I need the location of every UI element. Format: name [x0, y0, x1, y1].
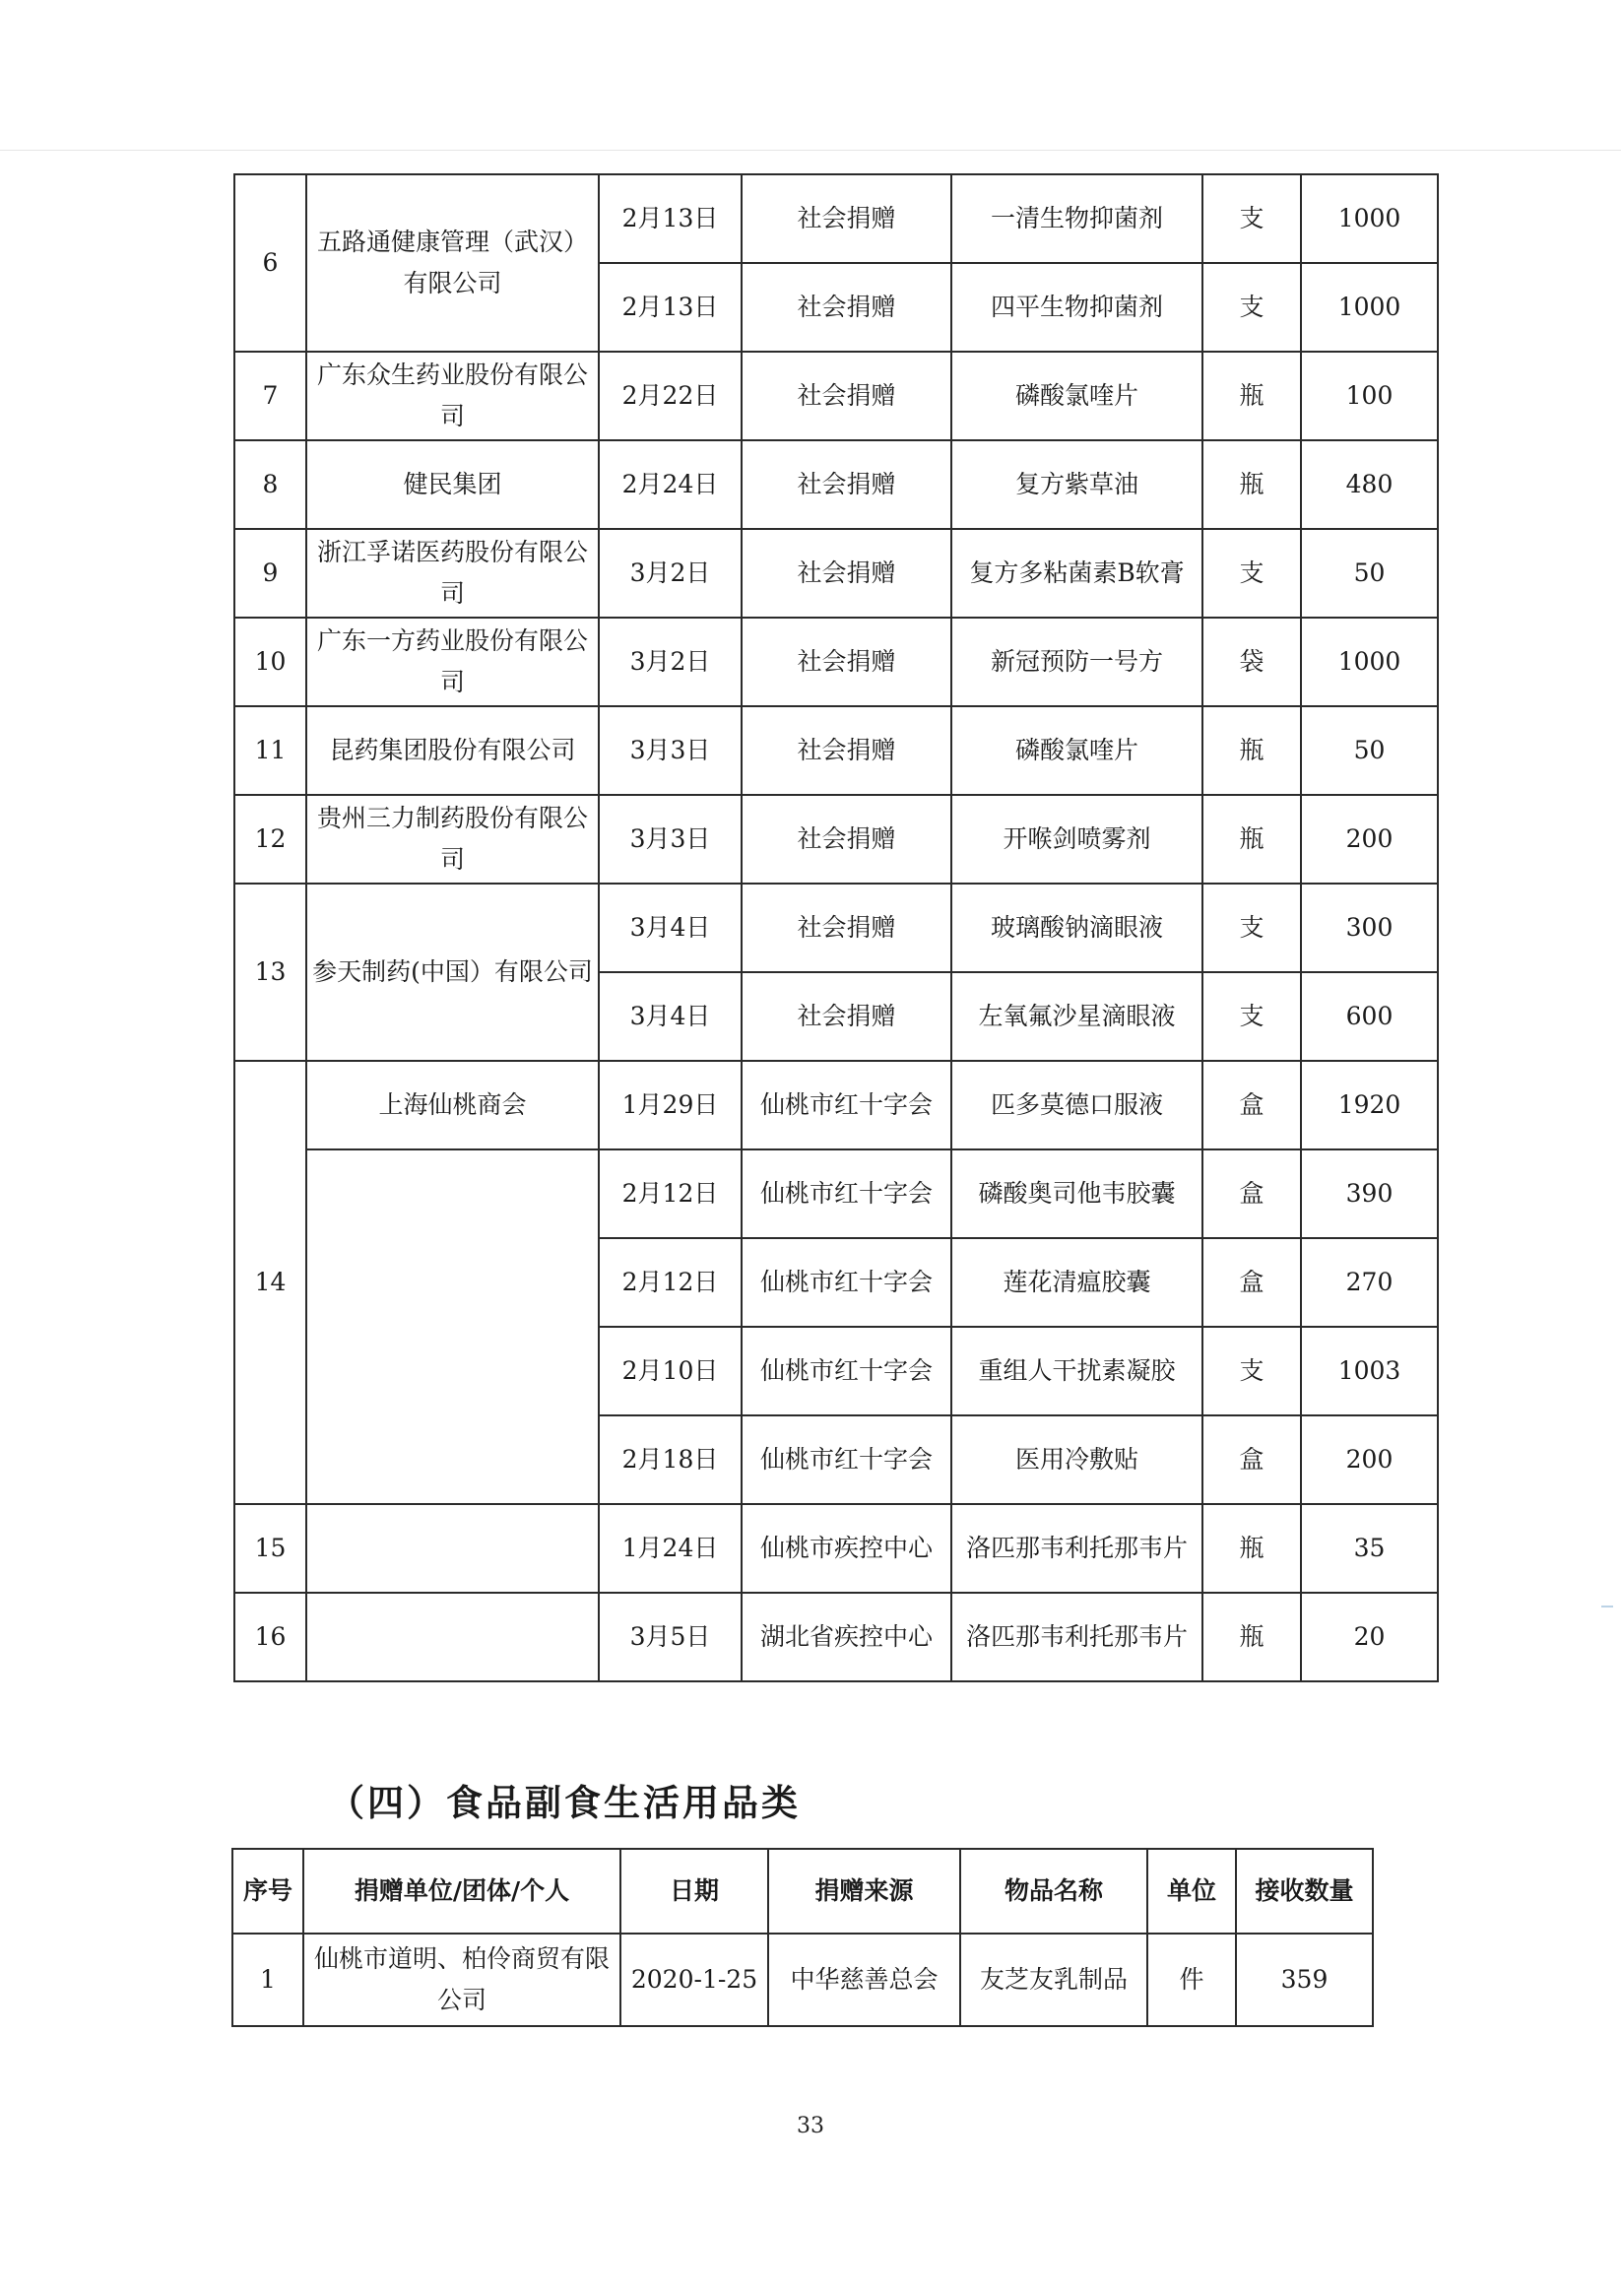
- donor-cell: [306, 1149, 599, 1504]
- date-cell: 1月29日: [599, 1061, 742, 1149]
- quantity-cell: 200: [1301, 795, 1438, 884]
- table-row: [234, 352, 1438, 440]
- item-cell: 复方紫草油: [951, 440, 1202, 529]
- header-item: 物品名称: [960, 1849, 1147, 1934]
- row-number: 9: [234, 529, 306, 618]
- table-row: [234, 440, 1438, 529]
- quantity-cell: 100: [1301, 352, 1438, 440]
- date-cell: 2月18日: [599, 1415, 742, 1504]
- quantity-cell: 300: [1301, 884, 1438, 972]
- header-quantity: 接收数量: [1236, 1849, 1373, 1934]
- row-number: 15: [234, 1504, 306, 1593]
- table-row: [234, 529, 1438, 618]
- source-cell: 中华慈善总会: [768, 1934, 960, 2026]
- item-cell: 洛匹那韦利托那韦片: [951, 1593, 1202, 1681]
- unit-cell: 支: [1202, 1327, 1301, 1415]
- section-title: （四）食品副食生活用品类: [328, 1782, 801, 1824]
- header-number: 序号: [232, 1849, 303, 1934]
- unit-cell: 件: [1147, 1934, 1236, 2026]
- donor-cell: 昆药集团股份有限公司: [306, 706, 599, 795]
- page-top-rule: [0, 150, 1621, 151]
- quantity-cell: 1000: [1301, 618, 1438, 706]
- item-cell: 左氧氟沙星滴眼液: [951, 972, 1202, 1061]
- page-number: 33: [797, 2114, 824, 2138]
- source-cell: 湖北省疾控中心: [742, 1593, 951, 1681]
- header-date: 日期: [620, 1849, 768, 1934]
- donor-cell: 广东众生药业股份有限公司: [306, 352, 599, 440]
- donor-cell: 浙江孚诺医药股份有限公司: [306, 529, 599, 618]
- unit-cell: 盒: [1202, 1061, 1301, 1149]
- date-cell: 3月3日: [599, 795, 742, 884]
- quantity-cell: 1000: [1301, 263, 1438, 352]
- date-cell: 2月10日: [599, 1327, 742, 1415]
- quantity-cell: 1920: [1301, 1061, 1438, 1149]
- unit-cell: 盒: [1202, 1238, 1301, 1327]
- quantity-cell: 1000: [1301, 174, 1438, 263]
- date-cell: 2月12日: [599, 1149, 742, 1238]
- donor-cell: 贵州三力制药股份有限公司: [306, 795, 599, 884]
- quantity-cell: 50: [1301, 529, 1438, 618]
- unit-cell: 支: [1202, 884, 1301, 972]
- row-number: 11: [234, 706, 306, 795]
- date-cell: 3月2日: [599, 618, 742, 706]
- table-header-row: [232, 1849, 1373, 1934]
- source-cell: 仙桃市红十字会: [742, 1327, 951, 1415]
- date-cell: 2月22日: [599, 352, 742, 440]
- row-number: 7: [234, 352, 306, 440]
- header-unit: 单位: [1147, 1849, 1236, 1934]
- item-cell: 磷酸奥司他韦胶囊: [951, 1149, 1202, 1238]
- row-number: 12: [234, 795, 306, 884]
- unit-cell: 瓶: [1202, 352, 1301, 440]
- medicine-donation-table: [233, 173, 1439, 1682]
- table-row: [232, 1934, 1373, 2026]
- table-row: [234, 1149, 1438, 1238]
- table-row: [234, 884, 1438, 972]
- item-cell: 一清生物抑菌剂: [951, 174, 1202, 263]
- unit-cell: 瓶: [1202, 1504, 1301, 1593]
- source-cell: 仙桃市红十字会: [742, 1149, 951, 1238]
- source-cell: 社会捐赠: [742, 174, 951, 263]
- item-cell: 磷酸氯喹片: [951, 352, 1202, 440]
- table-row: [234, 618, 1438, 706]
- table-row: [234, 1504, 1438, 1593]
- source-cell: 社会捐赠: [742, 706, 951, 795]
- quantity-cell: 20: [1301, 1593, 1438, 1681]
- food-donation-table: [231, 1848, 1374, 2027]
- date-cell: 2020-1-25: [620, 1934, 768, 2026]
- quantity-cell: 600: [1301, 972, 1438, 1061]
- unit-cell: 盒: [1202, 1149, 1301, 1238]
- scan-edge-mark: [1601, 1606, 1613, 1607]
- quantity-cell: 35: [1301, 1504, 1438, 1593]
- unit-cell: 支: [1202, 529, 1301, 618]
- unit-cell: 瓶: [1202, 795, 1301, 884]
- date-cell: 2月24日: [599, 440, 742, 529]
- source-cell: 社会捐赠: [742, 795, 951, 884]
- quantity-cell: 50: [1301, 706, 1438, 795]
- item-cell: 新冠预防一号方: [951, 618, 1202, 706]
- quantity-cell: 359: [1236, 1934, 1373, 2026]
- donor-cell: 健民集团: [306, 440, 599, 529]
- row-number: 10: [234, 618, 306, 706]
- source-cell: 社会捐赠: [742, 440, 951, 529]
- item-cell: 洛匹那韦利托那韦片: [951, 1504, 1202, 1593]
- item-cell: 四平生物抑菌剂: [951, 263, 1202, 352]
- row-number: 13: [234, 884, 306, 1061]
- unit-cell: 盒: [1202, 1415, 1301, 1504]
- date-cell: 2月13日: [599, 263, 742, 352]
- table-row: [234, 174, 1438, 263]
- donor-cell: 五路通健康管理（武汉）有限公司: [306, 174, 599, 352]
- unit-cell: 瓶: [1202, 440, 1301, 529]
- header-donor: 捐赠单位/团体/个人: [303, 1849, 620, 1934]
- date-cell: 3月4日: [599, 884, 742, 972]
- item-cell: 重组人干扰素凝胶: [951, 1327, 1202, 1415]
- unit-cell: 支: [1202, 174, 1301, 263]
- source-cell: 社会捐赠: [742, 263, 951, 352]
- source-cell: 社会捐赠: [742, 618, 951, 706]
- table-row: [234, 1593, 1438, 1681]
- quantity-cell: 480: [1301, 440, 1438, 529]
- date-cell: 1月24日: [599, 1504, 742, 1593]
- date-cell: 2月12日: [599, 1238, 742, 1327]
- source-cell: 仙桃市红十字会: [742, 1415, 951, 1504]
- table-row: [234, 706, 1438, 795]
- row-number: 14: [234, 1061, 306, 1504]
- item-cell: 医用冷敷贴: [951, 1415, 1202, 1504]
- row-number: 1: [232, 1934, 303, 2026]
- row-number: 8: [234, 440, 306, 529]
- source-cell: 社会捐赠: [742, 352, 951, 440]
- header-source: 捐赠来源: [768, 1849, 960, 1934]
- source-cell: 社会捐赠: [742, 529, 951, 618]
- donor-cell: 仙桃市道明、柏伶商贸有限公司: [303, 1934, 620, 2026]
- date-cell: 3月3日: [599, 706, 742, 795]
- item-cell: 莲花清瘟胶囊: [951, 1238, 1202, 1327]
- item-cell: 友芝友乳制品: [960, 1934, 1147, 2026]
- date-cell: 3月5日: [599, 1593, 742, 1681]
- row-number: 16: [234, 1593, 306, 1681]
- source-cell: 仙桃市红十字会: [742, 1061, 951, 1149]
- donor-cell: [306, 1593, 599, 1681]
- item-cell: 复方多粘菌素B软膏: [951, 529, 1202, 618]
- source-cell: 社会捐赠: [742, 972, 951, 1061]
- unit-cell: 支: [1202, 263, 1301, 352]
- quantity-cell: 270: [1301, 1238, 1438, 1327]
- unit-cell: 支: [1202, 972, 1301, 1061]
- row-number: 6: [234, 174, 306, 352]
- date-cell: 3月4日: [599, 972, 742, 1061]
- source-cell: 仙桃市红十字会: [742, 1238, 951, 1327]
- unit-cell: 袋: [1202, 618, 1301, 706]
- donor-cell: 广东一方药业股份有限公司: [306, 618, 599, 706]
- item-cell: 开喉剑喷雾剂: [951, 795, 1202, 884]
- donor-cell: 参天制药(中国）有限公司: [306, 884, 599, 1061]
- table-row: [234, 1061, 1438, 1149]
- quantity-cell: 200: [1301, 1415, 1438, 1504]
- donor-cell: 上海仙桃商会: [306, 1061, 599, 1149]
- unit-cell: 瓶: [1202, 706, 1301, 795]
- source-cell: 社会捐赠: [742, 884, 951, 972]
- item-cell: 匹多莫德口服液: [951, 1061, 1202, 1149]
- item-cell: 玻璃酸钠滴眼液: [951, 884, 1202, 972]
- date-cell: 3月2日: [599, 529, 742, 618]
- unit-cell: 瓶: [1202, 1593, 1301, 1681]
- item-cell: 磷酸氯喹片: [951, 706, 1202, 795]
- quantity-cell: 1003: [1301, 1327, 1438, 1415]
- source-cell: 仙桃市疾控中心: [742, 1504, 951, 1593]
- quantity-cell: 390: [1301, 1149, 1438, 1238]
- table-row: [234, 795, 1438, 884]
- donor-cell: [306, 1504, 599, 1593]
- date-cell: 2月13日: [599, 174, 742, 263]
